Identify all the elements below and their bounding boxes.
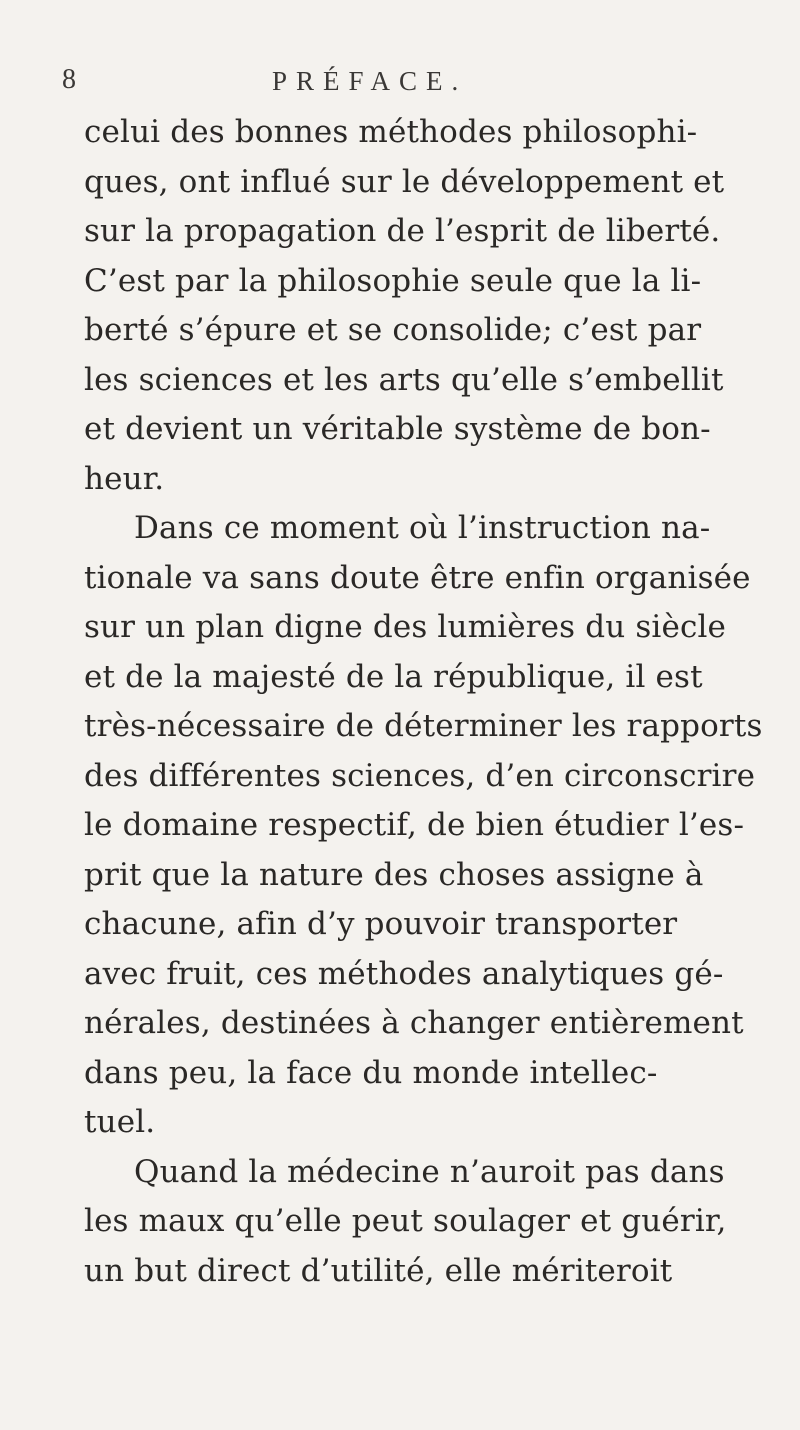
text-line: chacune, afin d’y pouvoir transporter [84, 906, 678, 942]
running-head [62, 64, 742, 104]
text-line: très-nécessaire de déterminer les rapports [84, 708, 763, 744]
text-line: les maux qu’elle peut soulager et guérir, [84, 1203, 727, 1239]
text-line: Quand la médecine n’auroit pas dans [134, 1153, 725, 1190]
text-line: prit que la nature des choses assigne à [84, 856, 704, 893]
page-number: 8 [62, 64, 76, 95]
running-title: PRÉFACE. [272, 66, 468, 96]
text-line: nérales, destinées à changer entièrement [84, 1005, 744, 1041]
text-line: Dans ce moment où l’instruction na- [134, 510, 711, 546]
text-line: dans peu, la face du monde intellec- [84, 1054, 658, 1091]
text-line: sur la propagation de l’esprit de liberté. [84, 213, 721, 249]
text-line: et de la majesté de la république, il est [84, 658, 703, 695]
text-line: C’est par la philosophie seule que la li- [84, 262, 702, 299]
text-line: des différentes sciences, d’en circonscrire [84, 757, 756, 794]
text-line: un but direct d’utilité, elle mériteroit [84, 1252, 673, 1289]
text-line: avec fruit, ces méthodes analytiques gé- [84, 955, 724, 992]
text-line: le domaine respectif, de bien étudier l’es- [84, 807, 745, 843]
text-line: berté s’épure et se consolide; c’est par [84, 312, 702, 348]
text-line: les sciences et les arts qu’elle s’embellit [84, 361, 724, 398]
text-line: tuel. [84, 1104, 156, 1140]
text-line: celui des bonnes méthodes philosophi- [84, 114, 698, 150]
text-line: sur un plan digne des lumières du siècle [84, 609, 727, 645]
text-line: tionale va sans doute être enfin organisée [84, 559, 751, 596]
text-line: heur. [84, 460, 165, 497]
text-line: et devient un véritable système de bon- [84, 411, 711, 447]
body-text [84, 108, 784, 1296]
text-line: ques, ont influé sur le développement et [84, 163, 725, 200]
